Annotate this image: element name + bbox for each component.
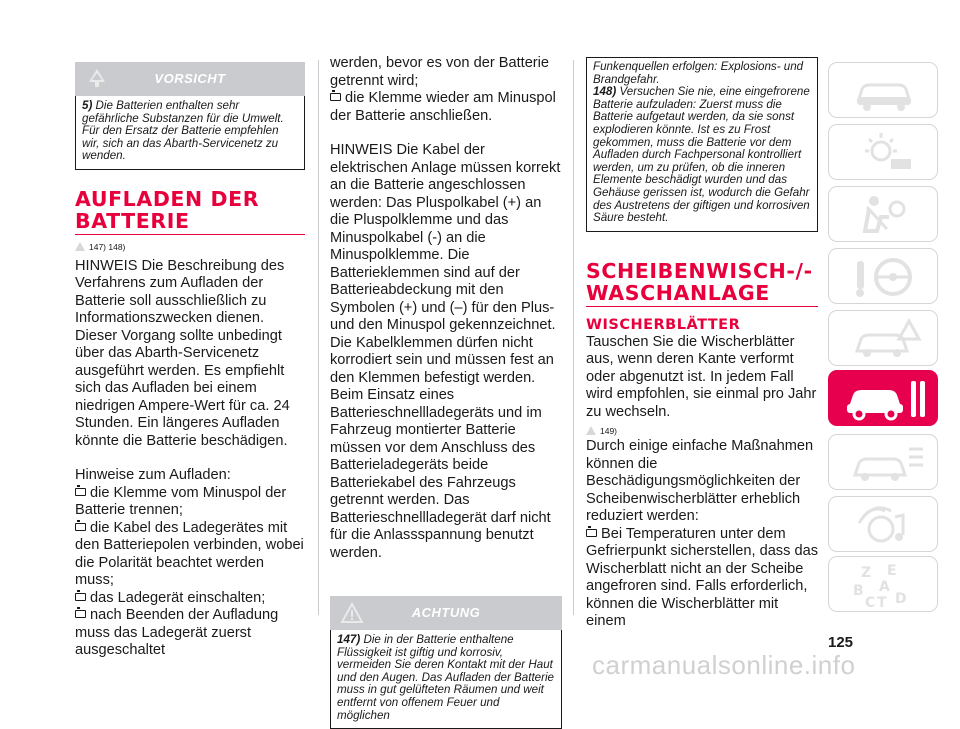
svg-text:T: T	[877, 595, 887, 611]
subheading-wiper-blades: WISCHERBLÄTTER	[586, 316, 741, 333]
column-divider	[573, 60, 574, 615]
paragraph: Tauschen Sie die Wischerblätter aus, wenn deren Kante verformt oder abgenutzt ist. In jedem Fall wird empfohlen, sie einmal pro Jahr zu wechseln.	[586, 333, 817, 420]
paragraph: werden, bevor es von der Batterie getrennt wird;	[330, 55, 550, 89]
column-3	[586, 0, 818, 631]
paragraph: Durch einige einfache Maßnahmen können die Beschädigungsmöglichkeiten der Scheibenwischerblätter erheblich reduziert werden:	[586, 438, 814, 525]
paragraph: HINWEIS Die Kabel der elektrischen Anlage müssen korrekt an die Batterie angeschlossen werden: Das Pluspolkabel (+) an die Pluspolklemme und das Minuspolkabel (-) an die Minuspolklemme. Die Batterieklemmen sind auf der Batterieabdeckung mit den Symbolen (+) und (–) für den Plus- und den Minuspol gekennzeichnet. Die Kabelklemmen dürfen nicht korrodiert sein und müssen fest an den Klemmen befestigt werden. Beim Einsatz eines Batterieschnellladegeräts und im Fahrzeug montierter Batterie müssen vor dem Anschluss des Batterieladegeräts beide Batteriekabel des Fahrzeugs getrennt werden. Das Batterieschnellladegerät darf nicht für die Anlassspannung benutzt werden.	[330, 142, 561, 561]
warning-ref: 147)	[337, 633, 361, 646]
paragraph: HINWEIS Die Beschreibung des Verfahrens zum Aufladen der Batterie soll ausschließlich zu Informationszwecken dienen. Dieser Vorgang sollte unbedingt über das Abarth-Servicenetz ausgeführt werden. Es empfiehlt sich das Aufladen bei einem niedrigen Ampere-Wert für ca. 24 Stunden. Ein längeres Aufladen könnte die Batterie beschädigen.	[75, 257, 290, 449]
svg-text:A: A	[879, 579, 890, 595]
battery-bullet-icon	[75, 488, 86, 496]
warning-box-title: ACHTUNG	[411, 605, 481, 620]
caution-box	[75, 96, 305, 170]
tab-technical-data[interactable]	[828, 434, 938, 490]
battery-bullet-icon	[586, 529, 597, 537]
svg-text:E: E	[887, 563, 897, 579]
tab-maintenance[interactable]	[828, 370, 938, 426]
tab-multimedia[interactable]	[828, 496, 938, 552]
footer-watermark: carmanualsonline.info	[592, 650, 856, 680]
svg-text:Z: Z	[861, 565, 872, 581]
column-divider	[318, 60, 319, 615]
safety-airbag-icon	[829, 187, 939, 243]
list-item: Bei Temperaturen unter dem Gefrierpunkt sicherstellen, dass das Wischerblatt nicht an der Scheibe angefroren sind. Falls erforderlich, können die Wischerblätter mit einem	[586, 525, 818, 630]
caution-box-title: VORSICHT	[154, 71, 226, 86]
technical-data-icon	[829, 435, 939, 491]
warning-lights-icon	[829, 125, 939, 181]
list-item: nach Beenden der Aufladung muss das Ladegerät zuerst ausgeschaltet	[75, 607, 279, 659]
tab-safety[interactable]	[828, 186, 938, 242]
svg-text:C: C	[865, 595, 876, 611]
warning-triangle-icon	[75, 242, 85, 251]
warning-refs: 149)	[586, 425, 818, 436]
tab-warning-lights[interactable]	[828, 124, 938, 180]
column-2	[330, 0, 562, 729]
section-heading-battery: AUFLADEN DER BATTERIE	[75, 188, 305, 235]
section-heading-wiper: SCHEIBENWISCH-/- WASCHANLAGE	[586, 260, 818, 307]
battery-bullet-icon	[330, 93, 341, 101]
battery-bullet-icon	[75, 610, 86, 618]
warning-triangle-icon	[586, 426, 596, 435]
paragraph: Hinweise zum Aufladen:	[75, 467, 231, 484]
svg-text:D: D	[895, 591, 907, 607]
tab-starting-driving[interactable]	[828, 248, 938, 304]
caution-box-header	[75, 62, 305, 96]
maintenance-icon	[829, 371, 939, 427]
emergency-icon	[829, 311, 939, 367]
caution-text: Die Batterien enthalten sehr gefährliche Substanzen für die Umwelt. Für den Ersatz der Batterie empfehlen wir, sich an das Abarth-Servicenetz zu wenden.	[82, 99, 284, 163]
battery-body	[75, 258, 305, 660]
battery-bullet-icon	[75, 593, 86, 601]
warning-box-continued: Funkenquellen erfolgen: Explosions- und Brandgefahr. 148) Versuchen Sie nie, eine eingefrorene Batterie aufzuladen: Zuerst muss die Batterie aufgetaut werden, da sie sonst explodieren könnte. Ist es zu Frost gekommen, muss die Batterie vor dem Aufladen durch Fachpersonal kontrolliert werden, um zu prüfen, ob die inneren Elemente beschädigt wurden und das Gehäuse gerissen ist, wodurch die Gefahr des Austretens der giftigen und korrosiven Säure besteht.	[586, 57, 818, 232]
list-item: die Kabel des Ladegerätes mit den Batteriepolen verbinden, wobei die Polarität beachtet werden muss;	[75, 519, 304, 589]
list-item: die Klemme wieder am Minuspol der Batterie anschließen.	[330, 90, 556, 124]
page-number: 125	[828, 634, 854, 651]
list-item: das Ladegerät einschalten;	[75, 590, 305, 608]
battery-bullet-icon	[75, 523, 86, 531]
car-overview-icon	[829, 63, 939, 119]
warning-ref: 148)	[593, 85, 617, 99]
tab-index[interactable]	[828, 556, 938, 612]
warning-box: 147) Die in der Batterie enthaltene Flüssigkeit ist giftig und korrosiv, vermeiden Sie deren Kontakt mit der Haut und den Augen. Das Aufladen der Batterie muss in gut gelüfteten Räumen und weit entfernt von offenem Feuer und möglichen	[330, 630, 562, 729]
list-item: die Klemme vom Minuspol der Batterie trennen;	[75, 484, 287, 519]
tab-emergency[interactable]	[828, 310, 938, 366]
warning-refs: 147) 148)	[75, 241, 305, 252]
index-icon	[829, 557, 939, 613]
starting-driving-icon	[829, 249, 939, 305]
tab-car-overview[interactable]	[828, 62, 938, 118]
multimedia-icon	[829, 497, 939, 553]
caution-ref: 5)	[82, 99, 93, 112]
column-1	[75, 0, 305, 660]
warning-box-header	[330, 596, 562, 630]
svg-text:B: B	[853, 583, 864, 599]
